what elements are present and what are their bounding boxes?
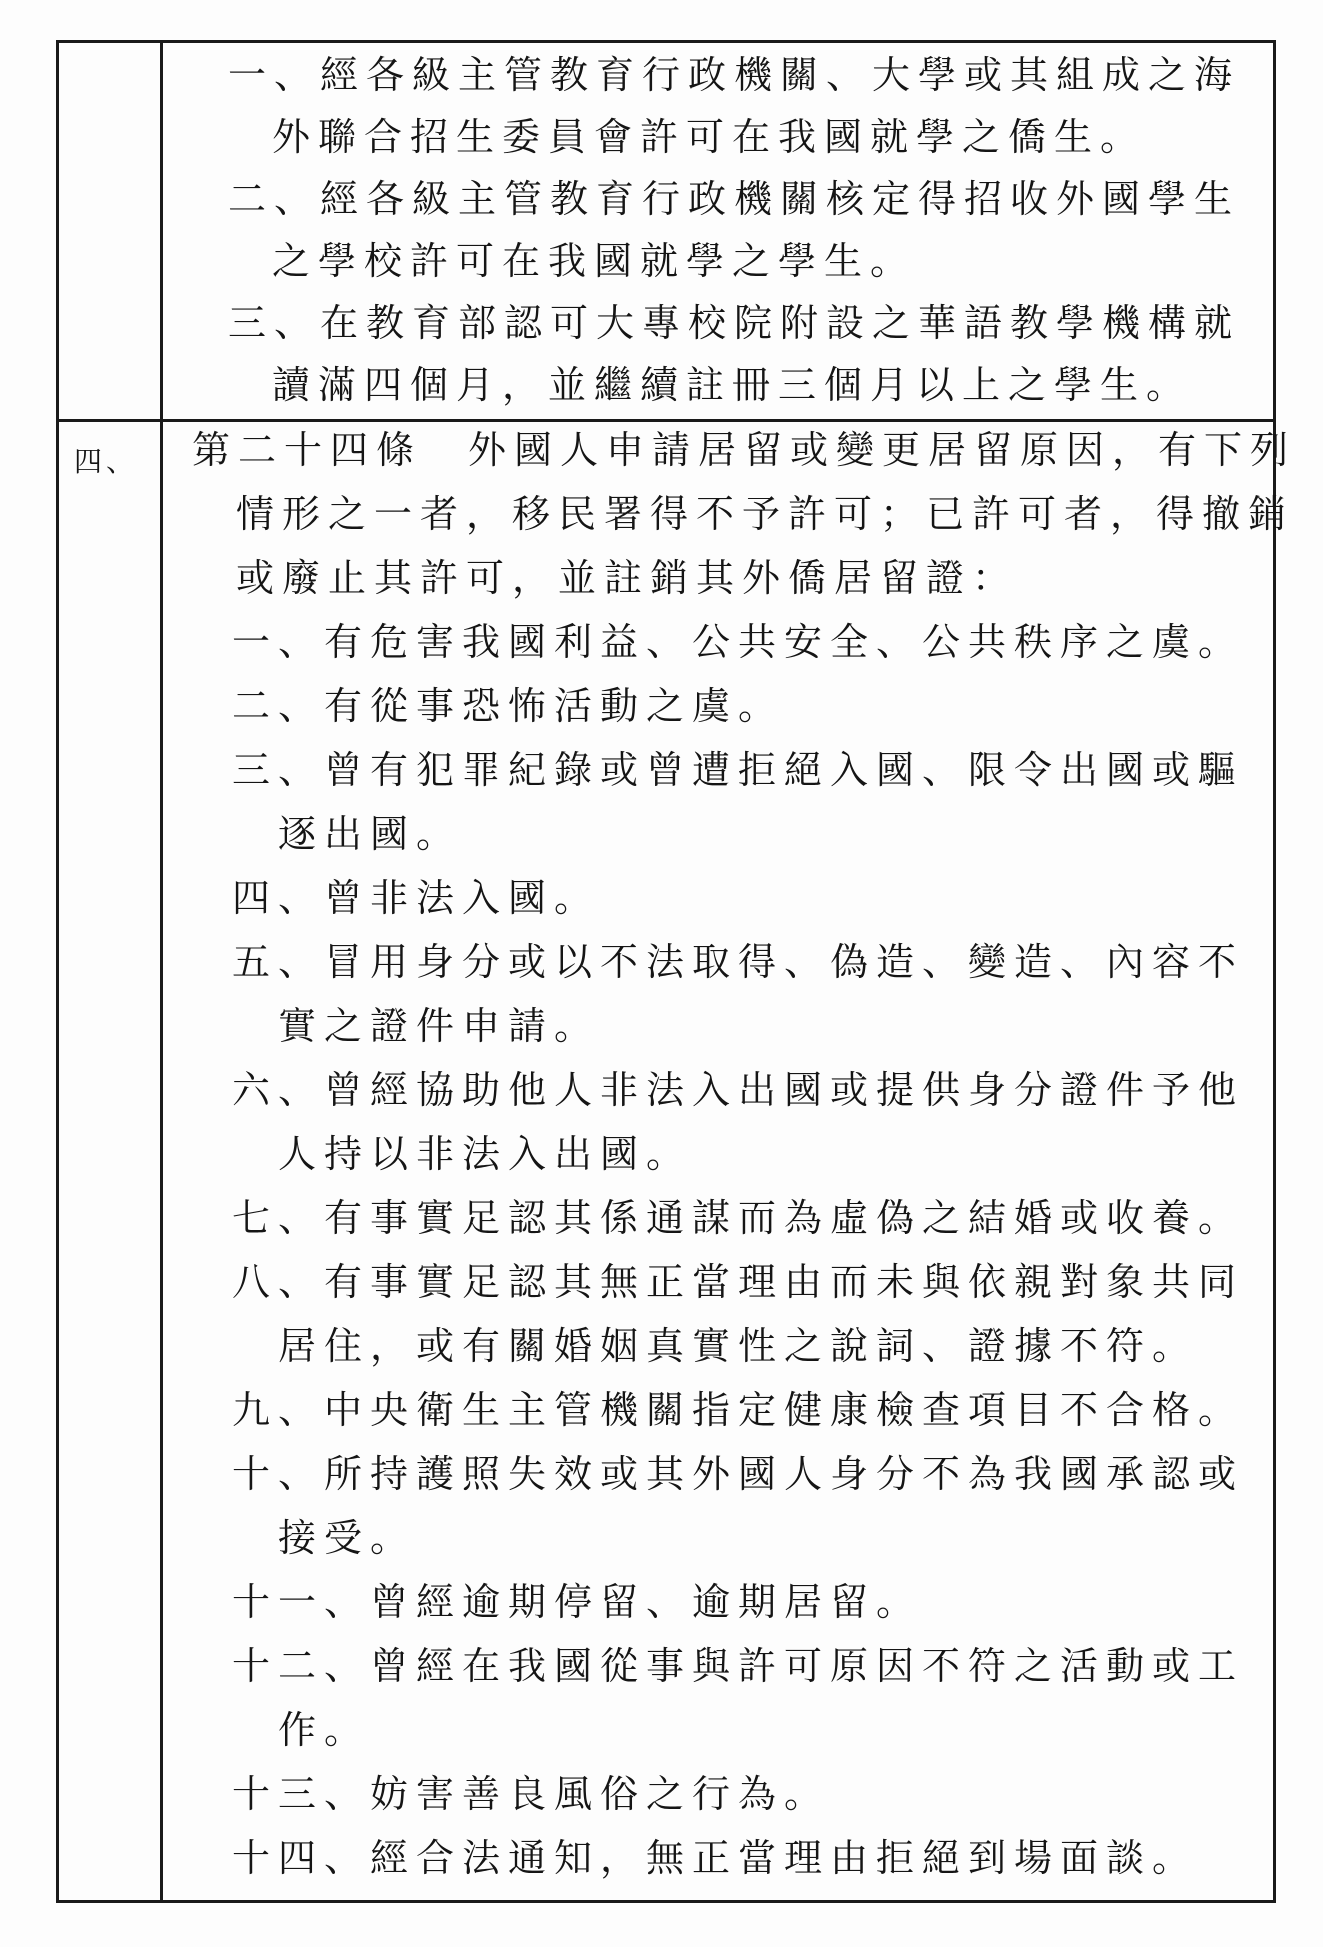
table-border-top <box>56 40 1276 43</box>
list-item: 十四、經合法通知，無正當理由拒絕到場面談。 <box>232 1836 1199 1880</box>
list-item-continuation: 接受。 <box>278 1516 417 1560</box>
list-item: 九、中央衛生主管機關指定健康檢查項目不合格。 <box>232 1388 1245 1432</box>
table-border-right <box>1273 40 1276 1903</box>
list-item: 六、曾經協助他人非法入出國或提供身分證件予他 <box>232 1068 1245 1112</box>
list-item-continuation: 居住，或有關婚姻真實性之說詞、證據不符。 <box>278 1324 1199 1368</box>
list-item: 五、冒用身分或以不法取得、偽造、變造、內容不 <box>232 940 1245 984</box>
list-item: 十三、妨害善良風俗之行為。 <box>232 1772 831 1816</box>
list-item: 十、所持護照失效或其外國人身分不為我國承認或 <box>232 1452 1245 1496</box>
article-text-line: 或廢止其許可，並註銷其外僑居留證： <box>236 556 1019 600</box>
list-item-continuation: 逐出國。 <box>278 812 463 856</box>
list-item: 一、有危害我國利益、公共安全、公共秩序之虞。 <box>232 620 1245 664</box>
list-item-continuation: 人持以非法入出國。 <box>278 1132 693 1176</box>
row-number: 四、 <box>74 445 139 478</box>
list-item: 四、曾非法入國。 <box>232 876 601 920</box>
section-1-line: 之學校許可在我國就學之學生。 <box>272 239 917 283</box>
section-1-line: 讀滿四個月，並繼續註冊三個月以上之學生。 <box>272 363 1193 407</box>
list-item: 八、有事實足認其無正當理由而未與依親對象共同 <box>232 1260 1245 1304</box>
section-1-line: 二、經各級主管教育行政機關核定得招收外國學生 <box>228 177 1241 221</box>
article-text-line: 情形之一者，移民署得不予許可；已許可者，得撤銷 <box>236 492 1295 536</box>
section-1-line: 外聯合招生委員會許可在我國就學之僑生。 <box>272 115 1147 159</box>
list-item: 七、有事實足認其係通謀而為虛偽之結婚或收養。 <box>232 1196 1245 1240</box>
section-1-line: 三、在教育部認可大專校院附設之華語教學機構就 <box>228 301 1241 345</box>
table-row-divider <box>56 419 1276 422</box>
section-1-line: 一、經各級主管教育行政機關、大學或其組成之海 <box>228 53 1241 97</box>
article-heading-line: 第二十四條 外國人申請居留或變更居留原因，有下列 <box>192 428 1297 472</box>
list-item: 二、有從事恐怖活動之虞。 <box>232 684 785 728</box>
list-item: 十二、曾經在我國從事與許可原因不符之活動或工 <box>232 1644 1245 1688</box>
list-item: 十一、曾經逾期停留、逾期居留。 <box>232 1580 923 1624</box>
table-border-bottom <box>56 1900 1276 1903</box>
table-column-divider <box>160 40 163 1903</box>
list-item: 三、曾有犯罪紀錄或曾遭拒絕入國、限令出國或驅 <box>232 748 1245 792</box>
list-item-continuation: 實之證件申請。 <box>278 1004 601 1048</box>
table-border-left <box>56 40 59 1903</box>
list-item-continuation: 作。 <box>278 1708 371 1752</box>
